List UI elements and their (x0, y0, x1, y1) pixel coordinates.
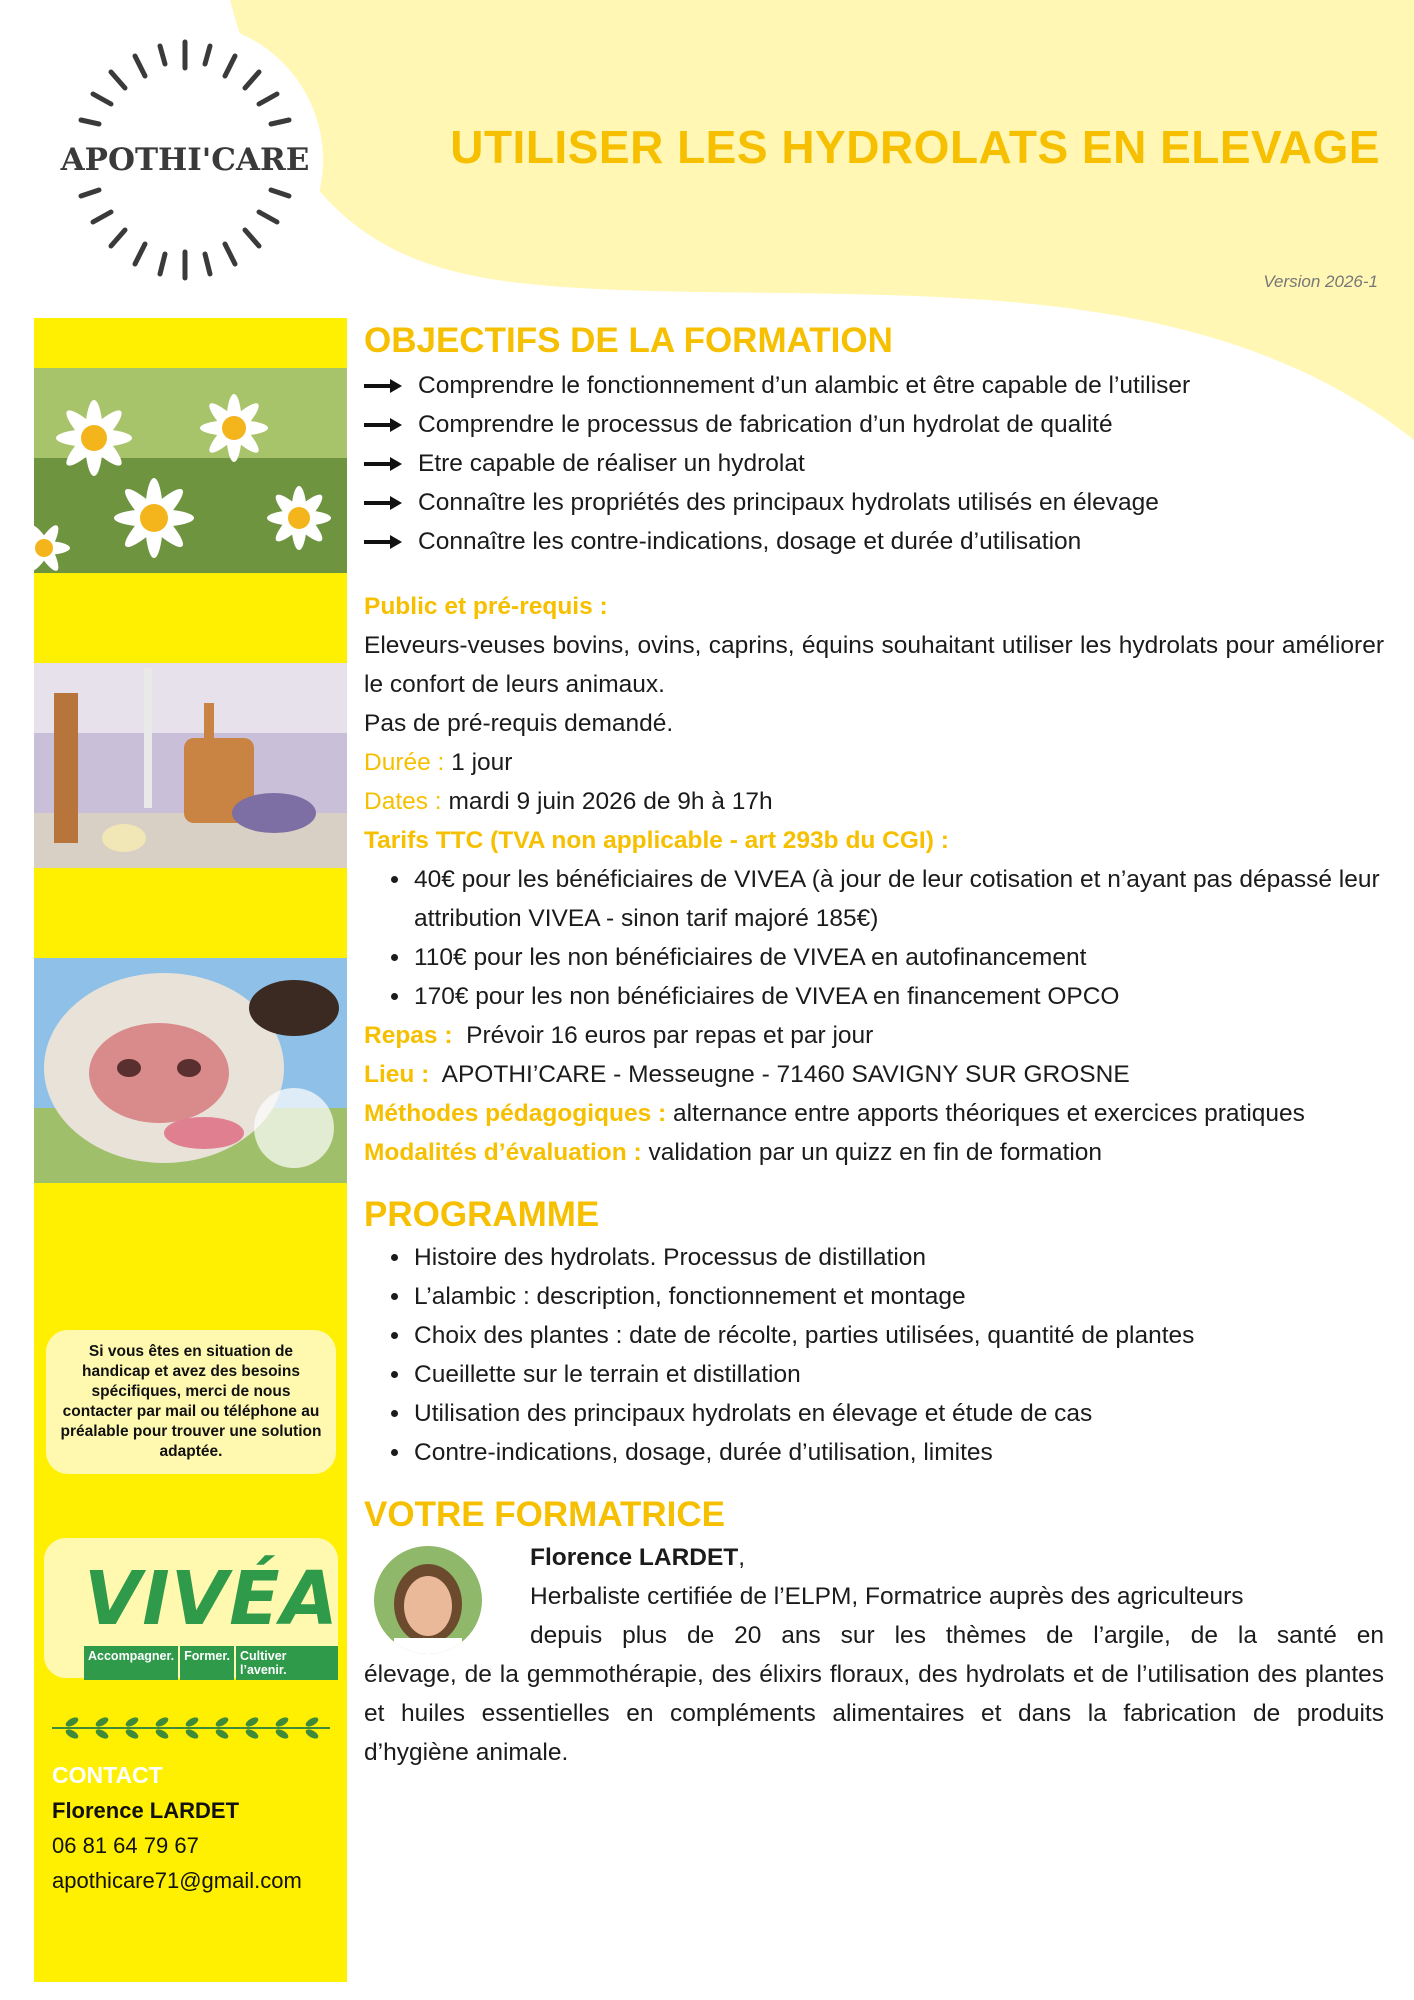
evaluation-label: Modalités d’évaluation : (364, 1139, 642, 1166)
main-content (364, 318, 1384, 1772)
duration-row (364, 743, 1384, 782)
lieu-label: Lieu : (364, 1061, 430, 1088)
trainer-name: Florence LARDET (530, 1544, 739, 1571)
objective-text: Connaître les contre-indications, dosage et durée d’utilisation (418, 528, 1082, 555)
chamomile-photo (34, 368, 347, 573)
logo-text: APOTHI'CARE (60, 142, 310, 178)
repas-label: Repas : (364, 1022, 453, 1049)
vivea-tag-3: Cultiver l’avenir. (236, 1646, 338, 1680)
tarif-item: • 40€ pour les bénéficiaires de VIVEA (à jour de leur cotisation et n’ayant pas dépassé leur attribution VIVEA - sinon tarif majoré 185€) (412, 860, 1384, 938)
objective-item (364, 483, 1384, 522)
programme-item: • L’alambic : description, fonctionnement et montage (412, 1277, 1384, 1316)
contact-name: Florence LARDET (52, 1798, 240, 1823)
vivea-tagline (84, 1646, 338, 1680)
objective-item (364, 522, 1384, 561)
programme-item: • Contre-indications, dosage, durée d’utilisation, limites (412, 1433, 1384, 1472)
trainer-name-suffix: , (738, 1544, 746, 1571)
laurel-divider (52, 1716, 330, 1745)
methodes-value: alternance entre apports théoriques et exercices pratiques (673, 1100, 1305, 1127)
contact-email[interactable]: apothicare71@gmail.com (52, 1868, 302, 1893)
lieu-value: APOTHI’CARE - Messeugne - 71460 SAVIGNY SUR GROSNE (441, 1061, 1130, 1088)
objectives-title: OBJECTIFS DE LA FORMATION (364, 321, 893, 360)
objectives-list (364, 366, 1384, 561)
arrow-right-icon (364, 378, 406, 394)
arrow-right-icon (364, 456, 406, 472)
public-text: Eleveurs-veuses bovins, ovins, caprins, équins souhaitant utiliser les hydrolats pour améliorer le confort de leurs animaux. (364, 632, 1384, 698)
objective-item (364, 405, 1384, 444)
vivea-logo: VIVÉA (84, 1556, 339, 1642)
trainer-bio-rest: élevage, de la gemmothérapie, des élixirs floraux, des hydrolats et de l’utilisation des plantes et huiles essentielles en compléments alimentaires et dans la fabrication de produits d’hygiène animale. (364, 1661, 1384, 1766)
programme-item: • Utilisation des principaux hydrolats en élevage et étude de cas (412, 1394, 1384, 1433)
dates-value: mardi 9 juin 2026 de 9h à 17h (448, 788, 773, 815)
objective-item (364, 444, 1384, 483)
trainer-title: VOTRE FORMATRICE (364, 1495, 726, 1534)
contact-phone[interactable]: 06 81 64 79 67 (52, 1833, 199, 1858)
public-label: Public et pré-requis : (364, 593, 608, 620)
cow-photo (34, 958, 347, 1183)
prereq-text: Pas de pré-requis demandé. (364, 710, 674, 737)
tarif-item: • 170€ pour les non bénéficiaires de VIVEA en financement OPCO (412, 977, 1384, 1016)
objective-text: Connaître les propriétés des principaux hydrolats utilisés en élevage (418, 489, 1159, 516)
repas-value: Prévoir 16 euros par repas et par jour (466, 1022, 874, 1049)
programme-item: • Histoire des hydrolats. Processus de distillation (412, 1238, 1384, 1277)
programme-list (364, 1238, 1384, 1472)
objective-text: Comprendre le fonctionnement d’un alambic et être capable de l’utiliser (418, 372, 1191, 399)
vivea-tag-2: Former. (180, 1646, 234, 1680)
arrow-right-icon (364, 495, 406, 511)
objective-item (364, 366, 1384, 405)
contact-heading: CONTACT (52, 1762, 163, 1788)
contact-block (52, 1758, 302, 1898)
repas-row (364, 1016, 1384, 1055)
vivea-tag-1: Accompagner. (84, 1646, 178, 1680)
trainer-block (364, 1538, 1384, 1772)
arrow-right-icon (364, 417, 406, 433)
objective-text: Comprendre le processus de fabrication d’un hydrolat de qualité (418, 411, 1113, 438)
methodes-label: Méthodes pédagogiques : (364, 1100, 667, 1127)
accessibility-note: Si vous êtes en situation de handicap et avez des besoins spécifiques, merci de nous contacter par mail ou téléphone au préalable pour trouver une solution adaptée. (46, 1330, 336, 1474)
methodes-row (364, 1094, 1384, 1133)
evaluation-row (364, 1133, 1384, 1172)
dates-label: Dates : (364, 788, 442, 815)
trainer-bio-line1: Herbaliste certifiée de l’ELPM, Formatrice auprès des agriculteurs (530, 1583, 1244, 1610)
objective-text: Etre capable de réaliser un hydrolat (418, 450, 805, 477)
version-label: Version 2026-1 (1263, 272, 1378, 291)
programme-item: • Cueillette sur le terrain et distillation (412, 1355, 1384, 1394)
apothicare-logo (45, 20, 325, 300)
distillation-photo (34, 663, 347, 868)
evaluation-value: validation par un quizz en fin de formation (648, 1139, 1103, 1166)
vivea-logo-box (44, 1538, 338, 1678)
page-title: UTILISER LES HYDROLATS EN ELEVAGE (450, 121, 1380, 173)
programme-title: PROGRAMME (364, 1195, 600, 1234)
duration-label: Durée : (364, 749, 445, 776)
arrow-right-icon (364, 534, 406, 550)
tarifs-label: Tarifs TTC (TVA non applicable - art 293b du CGI) : (364, 827, 949, 854)
trainer-bio-line2: depuis plus de 20 ans sur les thèmes de l’argile, de la santé en (530, 1622, 1384, 1649)
programme-item: • Choix des plantes : date de récolte, parties utilisées, quantité de plantes (412, 1316, 1384, 1355)
tarifs-list (364, 860, 1384, 1016)
lieu-row (364, 1055, 1384, 1094)
tarif-item: • 110€ pour les non bénéficiaires de VIVEA en autofinancement (412, 938, 1384, 977)
dates-row (364, 782, 1384, 821)
duration-value: 1 jour (451, 749, 513, 776)
trainer-avatar (374, 1546, 482, 1654)
sidebar (34, 318, 347, 1982)
